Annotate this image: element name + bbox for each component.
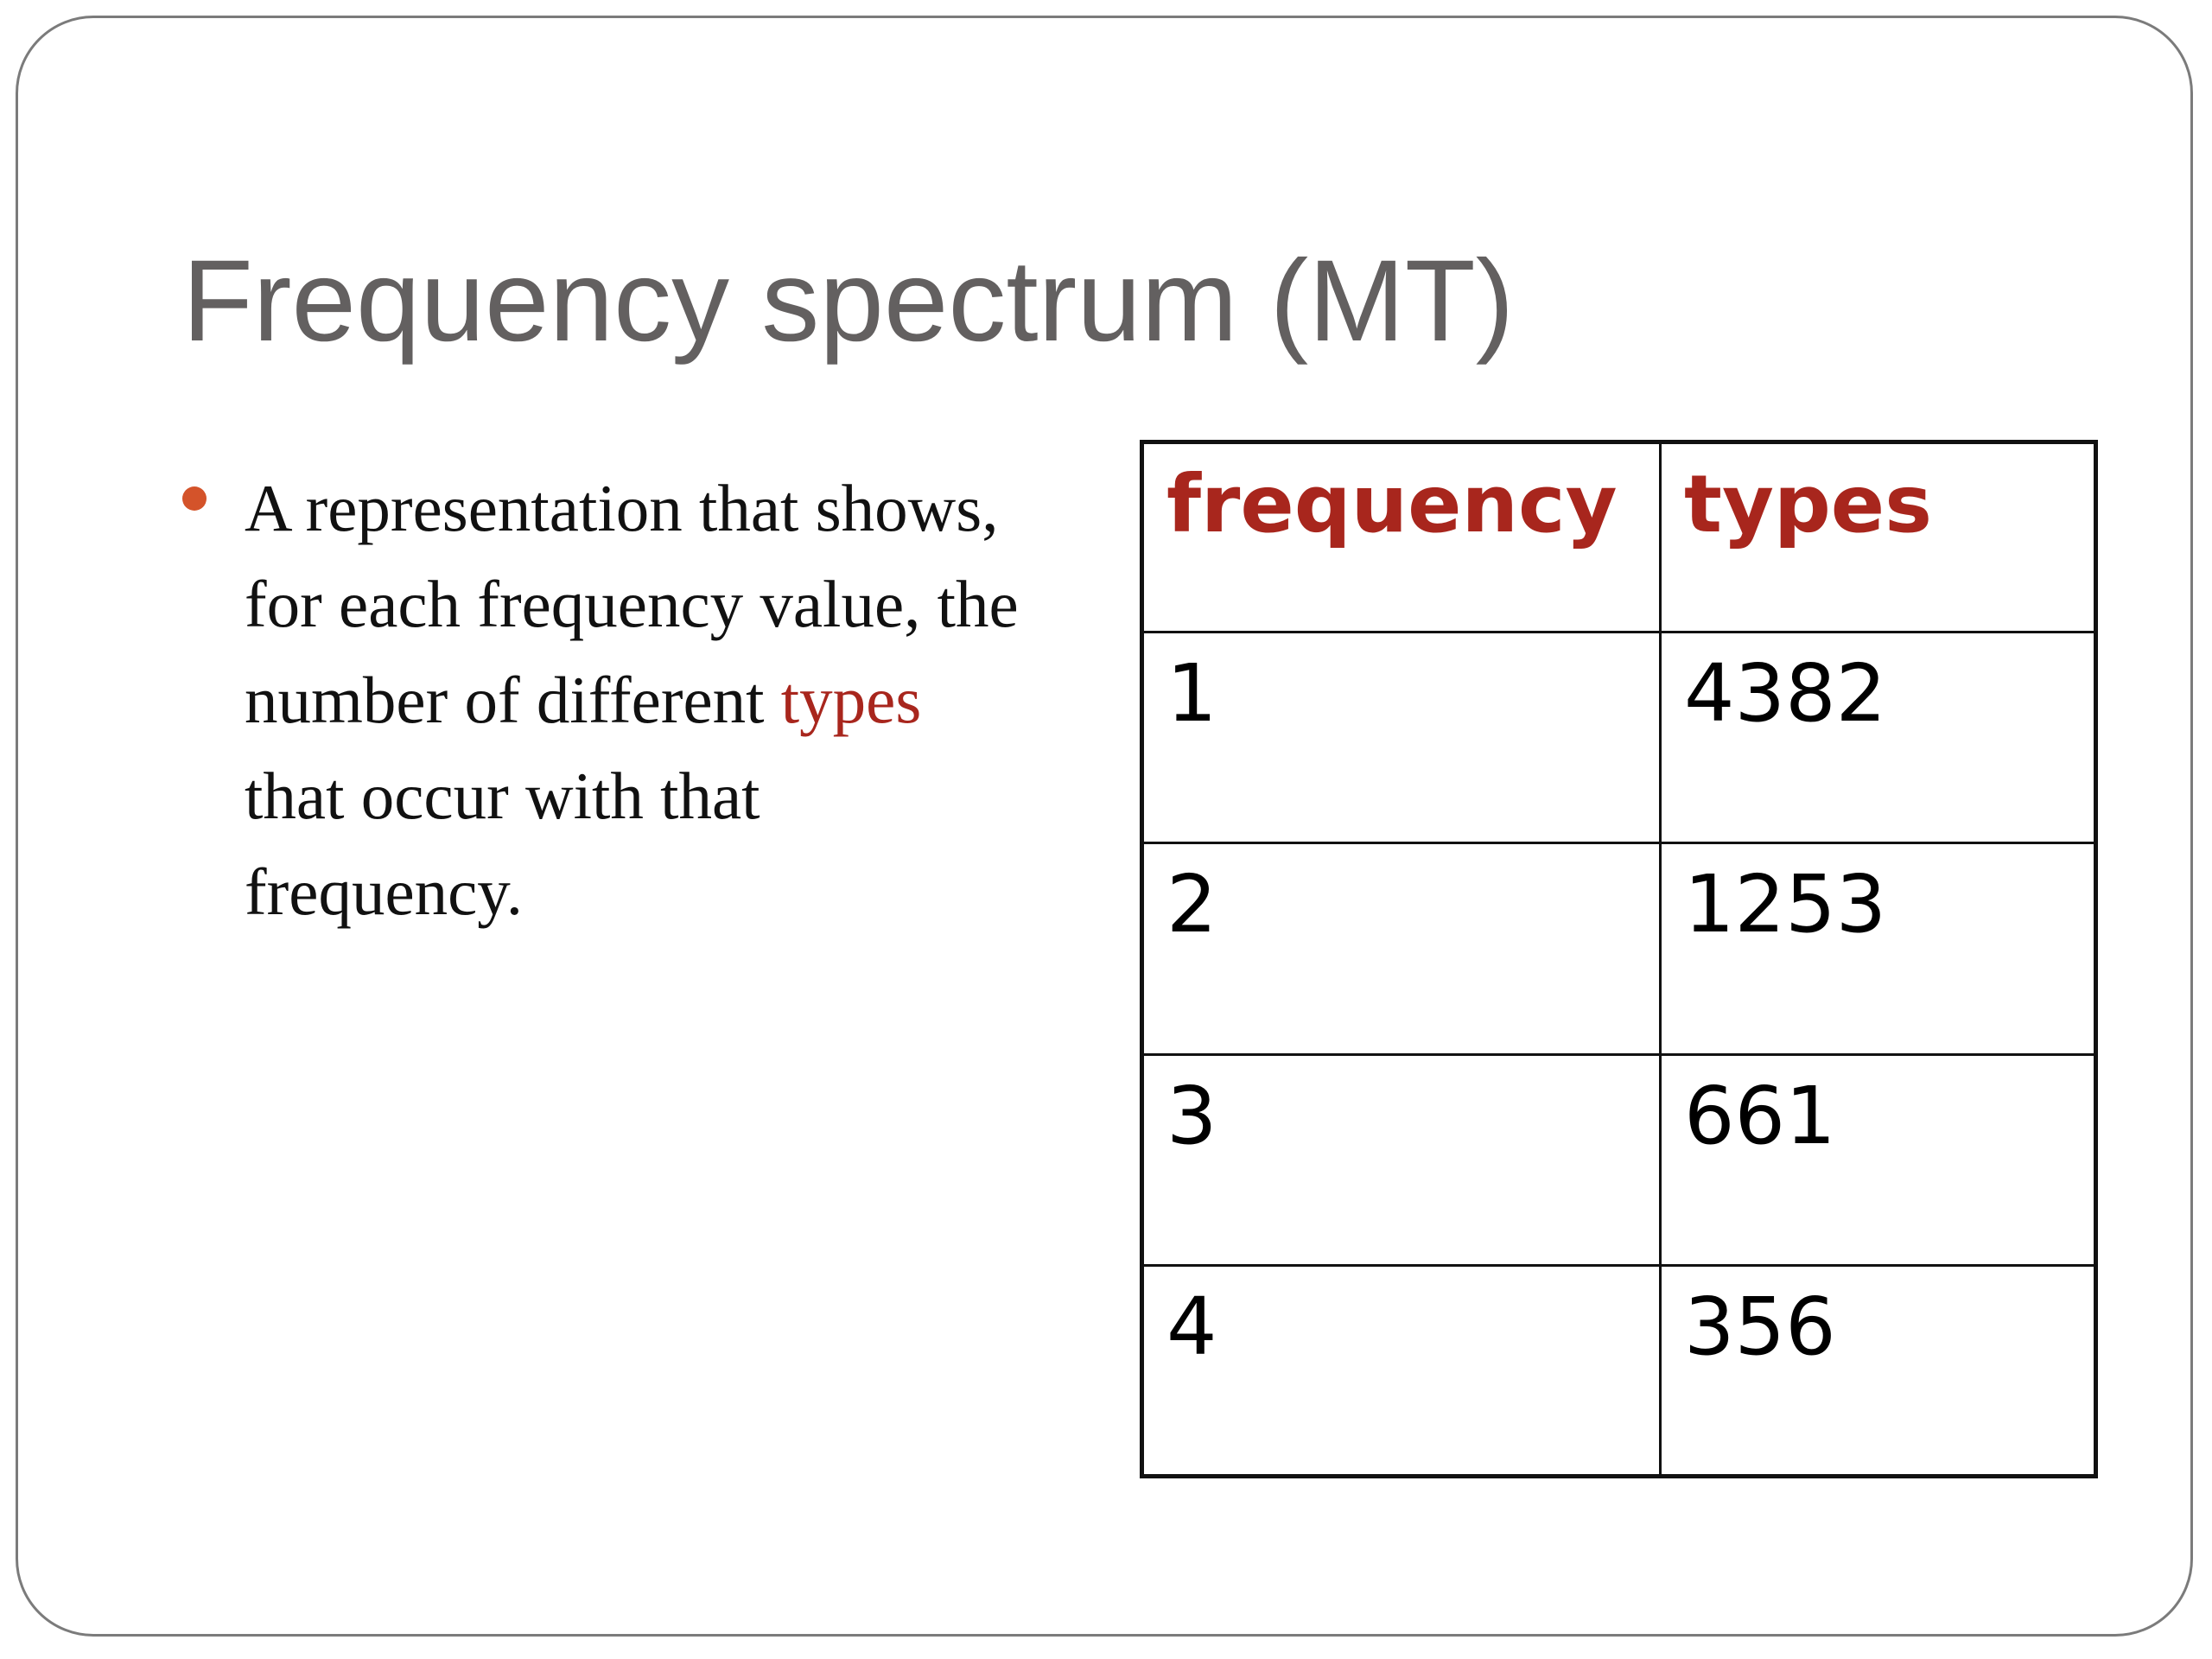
bullet-line-2: for each frequency value, the bbox=[245, 567, 1019, 641]
bullet-item bbox=[245, 461, 1126, 940]
table-row bbox=[1142, 632, 2096, 843]
bullet-dot-icon bbox=[182, 486, 207, 511]
bullet-line-3-text: number of different bbox=[245, 663, 781, 737]
cell-types: 661 bbox=[1661, 1054, 2096, 1265]
slide-title: Frequency spectrum (MT) bbox=[182, 237, 1515, 365]
cell-frequency: 4 bbox=[1142, 1265, 1661, 1476]
slide-frame bbox=[16, 16, 2193, 1637]
bullet-line-5: frequency. bbox=[245, 855, 524, 929]
table-row bbox=[1142, 1265, 2096, 1476]
cell-frequency: 1 bbox=[1142, 632, 1661, 843]
table-row bbox=[1142, 1054, 2096, 1265]
table-row bbox=[1142, 843, 2096, 1054]
cell-types: 356 bbox=[1661, 1265, 2096, 1476]
header-frequency: frequency bbox=[1142, 442, 1661, 632]
frequency-table bbox=[1140, 440, 2098, 1478]
table-header-row bbox=[1142, 442, 2096, 632]
cell-types: 1253 bbox=[1661, 843, 2096, 1054]
types-highlight: types bbox=[780, 663, 922, 737]
bullet-line-3 bbox=[245, 652, 1126, 748]
cell-types: 4382 bbox=[1661, 632, 2096, 843]
cell-frequency: 2 bbox=[1142, 843, 1661, 1054]
bullet-line-1: A representation that shows, bbox=[245, 471, 999, 545]
bullet-line-4: that occur with that bbox=[245, 759, 760, 833]
header-types: types bbox=[1661, 442, 2096, 632]
cell-frequency: 3 bbox=[1142, 1054, 1661, 1265]
